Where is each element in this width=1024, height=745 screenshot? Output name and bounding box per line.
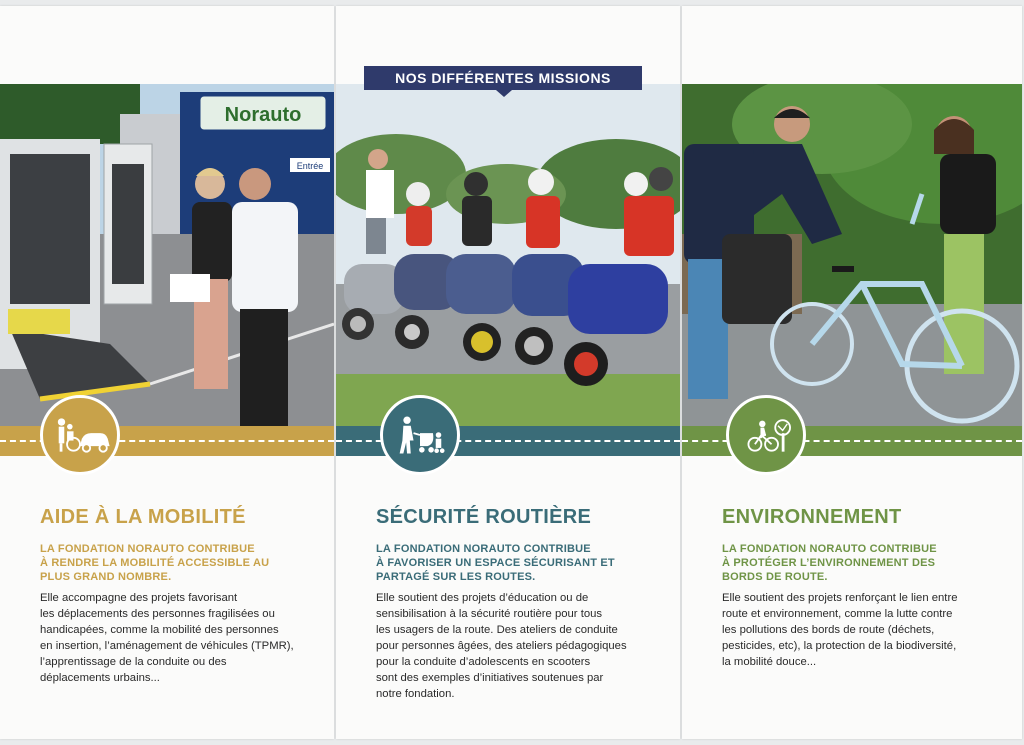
lead-environment: LA FONDATION NORAUTO CONTRIBUE À PROTÉGER L’ENVIRONNEMENT DES BORDS DE ROUTE. [722, 543, 937, 583]
body-environment: Elle soutient des projets renforçant le lien entre route et environnement, comme la lutte contre les pollutions des bords de route (déchets, pesticides, etc), la protection de la biodiversité, la mobilité douce... [722, 592, 958, 668]
title-mobility: AIDE À LA MOBILITÉ [40, 506, 246, 528]
lead-mobility: LA FONDATION NORAUTO CONTRIBUE À RENDRE LA MOBILITÉ ACCESSIBLE AU PLUS GRAND NOMBRE. [40, 543, 270, 583]
road-safety-photo [336, 84, 680, 426]
cyclist-tree-icon [726, 395, 806, 475]
lead-road-safety: LA FONDATION NORAUTO CONTRIBUE À FAVORISER UN ESPACE SÉCURISANT ET PARTAGÉ SUR LES ROUTES. [376, 543, 615, 583]
ribbon-pointer [496, 90, 512, 97]
mobility-photo [0, 84, 334, 426]
environment-photo [682, 84, 1022, 426]
body-mobility: Elle accompagne des projets favorisant les déplacements des personnes fragilisées ou handicapées, comme la mobilité des personnes en insertion, l’aménagement de véhicules (TPMR), l’apprentissage de la conduite ou des déplacements urbains... [40, 592, 294, 684]
missions-ribbon: NOS DIFFÉRENTES MISSIONS [364, 66, 642, 90]
title-environment: ENVIRONNEMENT [722, 506, 902, 528]
entrance-sign: Entrée [296, 161, 324, 171]
norauto-sign: Norauto [224, 104, 302, 126]
title-road-safety: SÉCURITÉ ROUTIÈRE [376, 506, 592, 528]
pedestrian-stroller-icon [380, 395, 460, 475]
panel-environment [682, 6, 1022, 739]
panel-road-safety [336, 6, 680, 739]
wheelchair-car-icon [40, 395, 120, 475]
panel-mobility [0, 6, 334, 739]
body-road-safety: Elle soutient des projets d’éducation ou de sensibilisation à la sécurité routière pour tous les usagers de la route. Des ateliers de conduite pour personnes âgées, des ateliers pédagogiques pour la conduite d’adolescents en scooters sont des exemples d’initiatives soutenues par notre fondation. [376, 592, 627, 700]
